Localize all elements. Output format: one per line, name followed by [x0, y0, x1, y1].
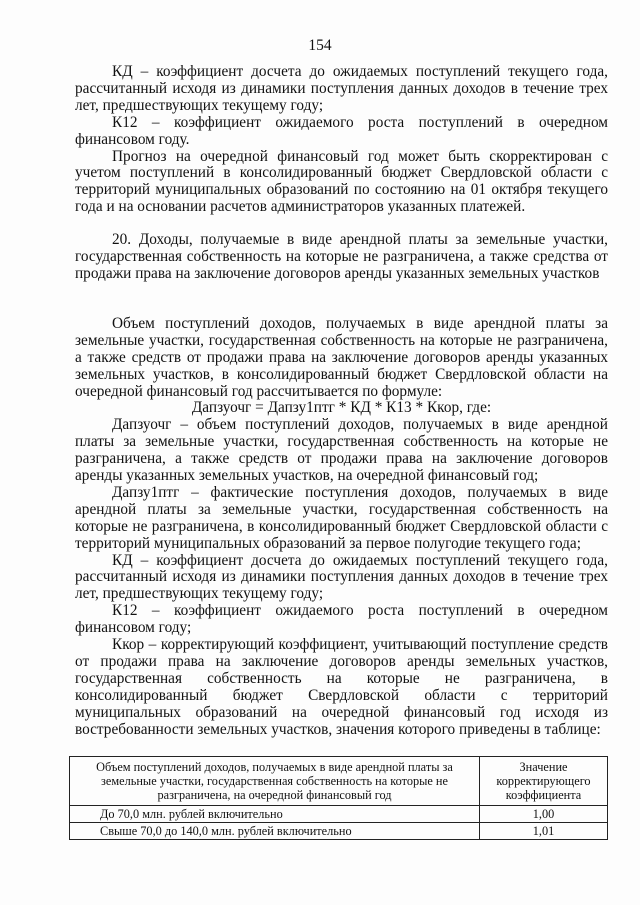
table-header-row: [70, 757, 608, 806]
document-body: [75, 64, 608, 739]
definition-k12: К12 – коэффициент ожидаемого роста поступлений в очередном финансовом году;: [75, 602, 608, 637]
definition-dapzuochg: Дапзуочг – объем поступлений доходов, получаемых в виде арендной платы за земельные участки, государственная собственность на которые не разграничена, а также средств от продажи права на заключение договоров аренды указанных земельных участков, на очередной финансовый год;: [75, 416, 608, 485]
table-cell-volume: Свыше 70,0 до 140,0 млн. рублей включительно: [70, 823, 480, 840]
definition-kd: КД – коэффициент досчета до ожидаемых поступлений текущего года, рассчитанный исходя из динамики поступления данных доходов в течение трех лет, предшествующих текущему году;: [75, 551, 608, 603]
table-cell-coefficient: 1,00: [480, 806, 608, 823]
formula: Дапзуочг = Дапзу1птг * КД * К13 * Ккор, где:: [191, 399, 492, 417]
definition-dapzu1ptg: Дапзу1птг – фактические поступления доходов, получаемых в виде арендной платы за земельные участки, государственная собственность на которые не разграничена, в консолидированный бюджет Свердловской области с территорий муниципальных образований за первое полугодие текущего года;: [75, 483, 608, 552]
paragraph-forecast: Прогноз на очередной финансовый год может быть скорректирован с учетом поступлений в консолидированный бюджет Свердловской области с территорий муниципальных образований по состоянию на 01 октября текущего года и на основании расчетов администраторов указанных платежей.: [75, 147, 608, 216]
table-cell-volume: До 70,0 млн. рублей включительно: [70, 806, 480, 823]
page-number: 154: [308, 37, 332, 54]
section-heading: 20. Доходы, получаемые в виде арендной платы за земельные участки, государственная собственность на которые не разграничена, а также средства от продажи права на заключение договоров аренды указанных земельных участков: [75, 231, 608, 282]
table-row: [70, 806, 608, 823]
table-header-volume: Объем поступлений доходов, получаемых в виде арендной платы за земельные участки, государственная собственность на которые не разграничена, на очередной финансовый год: [70, 757, 480, 806]
paragraph-kd-top: КД – коэффициент досчета до ожидаемых поступлений текущего года, рассчитанный исходя из динамики поступления данных доходов в течение трех лет, предшествующих текущему году;: [75, 63, 608, 114]
definition-kkor: Ккор – корректирующий коэффициент, учитывающий поступление средств от продажи права на заключение договоров аренды земельных участков, государственная собственность на которые не разграничена, в консолидированный бюджет Свердловской области с территорий муниципальных образований на очередной финансовый год исходя из востребованности земельных участков, значения которого приведены в таблице:: [75, 636, 608, 738]
table-cell-coefficient: 1,01: [480, 823, 608, 840]
paragraph-intro: Объем поступлений доходов, получаемых в виде арендной платы за земельные участки, государственная собственность на которые не разграничена, а также средств от продажи права на заключение договоров аренды указанных земельных участков, в консолидированный бюджет Свердловской области на очередной финансовый год рассчитывается по формуле:: [75, 314, 608, 400]
table-header-coefficient: Значение корректирующего коэффициента: [480, 757, 608, 806]
coefficient-table: [69, 756, 608, 840]
paragraph-k12-top: К12 – коэффициент ожидаемого роста поступлений в очередном финансовом году.: [75, 113, 608, 148]
table-row: [70, 823, 608, 840]
